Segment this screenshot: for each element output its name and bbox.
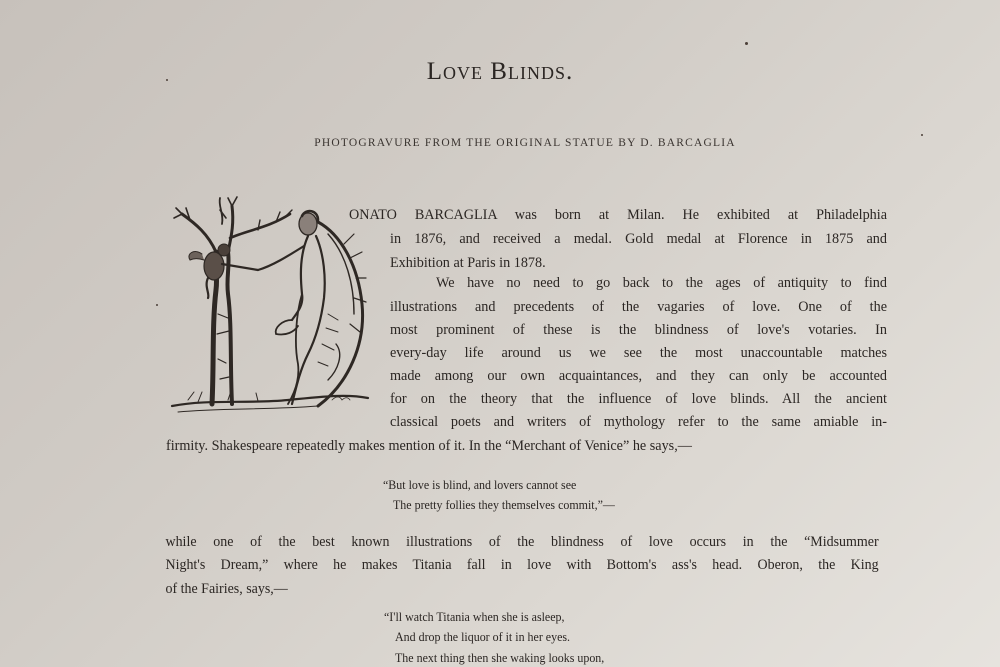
subtitle-caption: PHOTOGRAVURE FROM THE ORIGINAL STATUE BY D. BARCAGLIA	[314, 137, 736, 149]
text-line: ONATO BARCAGLIA was born at Milan. He exhibited at Philadelphia	[349, 207, 887, 223]
text-line: while one of the best known illustrations of the blindness of love occurs in the “Midsummer	[165, 534, 879, 550]
text-line: classical poets and writers of mythology refer to the same amiable in-	[390, 414, 887, 430]
verse-line: The pretty follies they themselves commit,”—	[393, 497, 615, 512]
verse-line: And drop the liquor of it in her eyes.	[395, 629, 571, 644]
text-line: We have no need to go back to the ages of antiquity to find	[436, 275, 887, 291]
text-line: Exhibition at Paris in 1878.	[390, 255, 546, 271]
paper-speck	[745, 42, 748, 45]
text-line: firmity. Shakespeare repeatedly makes mention of it. In the “Merchant of Venice” he says,—	[166, 438, 692, 454]
text-line: for on the theory that the influence of love blinds. All the ancient	[390, 391, 887, 407]
text-line: made among our own acquaintances, and they can only be accounted	[390, 368, 887, 384]
tree-cupid-woman-engraving-icon	[168, 194, 374, 418]
text-line: every-day life around us we see the most unaccountable matches	[390, 345, 887, 361]
paper-speck	[166, 79, 168, 81]
text-line: in 1876, and received a medal. Gold medal at Florence in 1875 and	[390, 231, 887, 247]
verse-line: The next thing then she waking looks upon,	[395, 650, 605, 665]
page-title: Love Blinds.	[426, 58, 574, 85]
text-line: most prominent of these is the blindness of love's votaries. In	[390, 322, 887, 338]
text-line: Night's Dream,” where he makes Titania fall in love with Bottom's ass's head. Oberon, the King	[165, 557, 879, 573]
illustrated-initial-d	[168, 194, 374, 418]
verse-line: “But love is blind, and lovers cannot see	[383, 477, 577, 492]
text-line: illustrations and precedents of the vagaries of love. One of the	[390, 299, 887, 315]
verse-line: “I'll watch Titania when she is asleep,	[384, 609, 565, 624]
paper-speck	[921, 134, 923, 136]
text-line: of the Fairies, says,—	[165, 581, 288, 597]
paper-speck	[156, 304, 158, 306]
